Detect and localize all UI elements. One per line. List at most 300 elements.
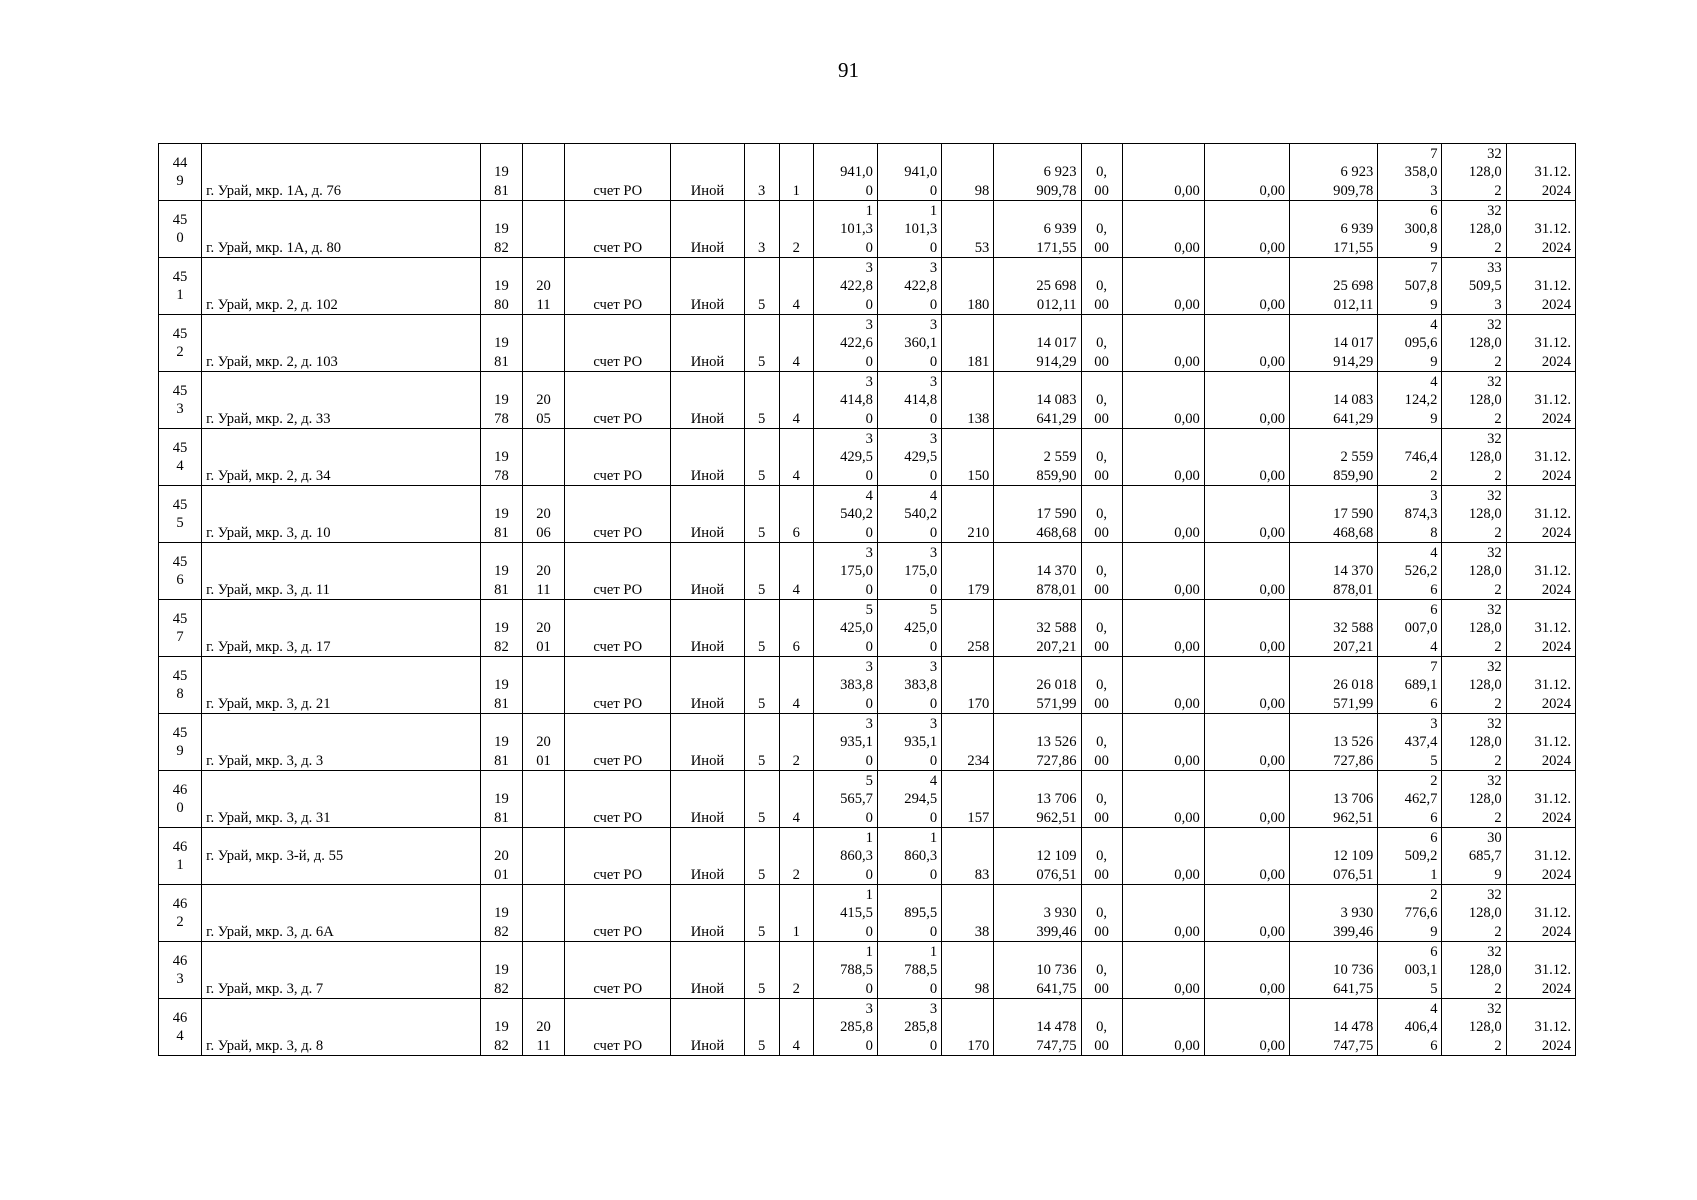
owners-share-cell: 17 590 468,68	[1290, 486, 1378, 543]
floors-cell: 5	[744, 999, 779, 1056]
owners-share-cell: 14 370 878,01	[1290, 543, 1378, 600]
floors-cell: 5	[744, 486, 779, 543]
address-cell: г. Урай, мкр. 3, д. 7	[202, 942, 481, 999]
budget-share-cell: 0,00	[1122, 372, 1204, 429]
fund-share-cell: 0, 00	[1081, 714, 1122, 771]
owners-share-cell: 12 109 076,51	[1290, 828, 1378, 885]
residents-cell: 53	[942, 201, 994, 258]
budget-share-cell: 0,00	[1122, 828, 1204, 885]
local-share-cell: 0,00	[1204, 828, 1289, 885]
entrances-cell: 4	[779, 543, 813, 600]
table-row	[159, 315, 1576, 372]
fund-share-cell: 0, 00	[1081, 372, 1122, 429]
commission-year-cell: 19 81	[480, 144, 522, 201]
table-row	[159, 429, 1576, 486]
deadline-cell: 31.12. 2024	[1506, 486, 1575, 543]
row-number-cell: 45 8	[159, 657, 202, 714]
wall-type-cell: Иной	[671, 429, 744, 486]
local-share-cell: 0,00	[1204, 258, 1289, 315]
total-area-cell: 3 175,0 0	[813, 543, 877, 600]
unit-cost-cell: 4 526,2 6	[1378, 543, 1442, 600]
cost-cell: 17 590 468,68	[994, 486, 1081, 543]
residents-cell: 258	[942, 600, 994, 657]
limit-cost-cell: 32 128,0 2	[1442, 372, 1506, 429]
renovation-year-cell: 20 06	[523, 486, 565, 543]
commission-year-cell: 19 82	[480, 600, 522, 657]
table-row	[159, 885, 1576, 942]
local-share-cell: 0,00	[1204, 657, 1289, 714]
residents-cell: 98	[942, 144, 994, 201]
page-number: 91	[838, 58, 859, 82]
budget-share-cell: 0,00	[1122, 258, 1204, 315]
owners-share-cell: 26 018 571,99	[1290, 657, 1378, 714]
address-cell: г. Урай, мкр. 3, д. 8	[202, 999, 481, 1056]
commission-year-cell: 19 80	[480, 258, 522, 315]
renovation-year-cell: 20 11	[523, 258, 565, 315]
unit-cost-cell: 2 462,7 6	[1378, 771, 1442, 828]
deadline-cell: 31.12. 2024	[1506, 942, 1575, 999]
limit-cost-cell: 32 128,0 2	[1442, 486, 1506, 543]
table-row	[159, 600, 1576, 657]
unit-cost-cell: 4 095,6 9	[1378, 315, 1442, 372]
entrances-cell: 4	[779, 315, 813, 372]
fund-share-cell: 0, 00	[1081, 999, 1122, 1056]
residents-cell: 83	[942, 828, 994, 885]
floors-cell: 5	[744, 714, 779, 771]
entrances-cell: 4	[779, 429, 813, 486]
fund-method-cell: счет РО	[565, 828, 671, 885]
cost-cell: 14 370 878,01	[994, 543, 1081, 600]
address-cell: г. Урай, мкр. 3, д. 11	[202, 543, 481, 600]
local-share-cell: 0,00	[1204, 144, 1289, 201]
entrances-cell: 4	[779, 372, 813, 429]
owners-share-cell: 6 939 171,55	[1290, 201, 1378, 258]
fund-method-cell: счет РО	[565, 600, 671, 657]
renovation-year-cell	[523, 885, 565, 942]
entrances-cell: 4	[779, 999, 813, 1056]
living-area-cell: 3 422,8 0	[877, 258, 941, 315]
floors-cell: 5	[744, 600, 779, 657]
address-cell: г. Урай, мкр. 2, д. 103	[202, 315, 481, 372]
owners-share-cell: 25 698 012,11	[1290, 258, 1378, 315]
floors-cell: 3	[744, 201, 779, 258]
living-area-cell: 1 788,5 0	[877, 942, 941, 999]
commission-year-cell: 19 82	[480, 885, 522, 942]
limit-cost-cell: 32 128,0 2	[1442, 999, 1506, 1056]
total-area-cell: 3 422,6 0	[813, 315, 877, 372]
address-cell: г. Урай, мкр. 3, д. 3	[202, 714, 481, 771]
total-area-cell: 3 414,8 0	[813, 372, 877, 429]
floors-cell: 5	[744, 315, 779, 372]
renovation-year-cell	[523, 144, 565, 201]
local-share-cell: 0,00	[1204, 885, 1289, 942]
deadline-cell: 31.12. 2024	[1506, 258, 1575, 315]
wall-type-cell: Иной	[671, 771, 744, 828]
budget-share-cell: 0,00	[1122, 999, 1204, 1056]
fund-share-cell: 0, 00	[1081, 144, 1122, 201]
total-area-cell: 5 565,7 0	[813, 771, 877, 828]
commission-year-cell: 19 81	[480, 543, 522, 600]
floors-cell: 5	[744, 543, 779, 600]
fund-method-cell: счет РО	[565, 714, 671, 771]
limit-cost-cell: 32 128,0 2	[1442, 543, 1506, 600]
residents-cell: 210	[942, 486, 994, 543]
row-number-cell: 45 3	[159, 372, 202, 429]
residents-cell: 170	[942, 999, 994, 1056]
budget-share-cell: 0,00	[1122, 600, 1204, 657]
cost-cell: 6 923 909,78	[994, 144, 1081, 201]
fund-share-cell: 0, 00	[1081, 429, 1122, 486]
commission-year-cell: 19 78	[480, 372, 522, 429]
address-cell: г. Урай, мкр. 2, д. 102	[202, 258, 481, 315]
entrances-cell: 4	[779, 258, 813, 315]
entrances-cell: 1	[779, 144, 813, 201]
floors-cell: 5	[744, 885, 779, 942]
living-area-cell: 4 294,5 0	[877, 771, 941, 828]
deadline-cell: 31.12. 2024	[1506, 828, 1575, 885]
living-area-cell: 3 285,8 0	[877, 999, 941, 1056]
row-number-cell: 46 3	[159, 942, 202, 999]
cost-cell: 12 109 076,51	[994, 828, 1081, 885]
entrances-cell: 4	[779, 771, 813, 828]
fund-share-cell: 0, 00	[1081, 771, 1122, 828]
limit-cost-cell: 32 128,0 2	[1442, 885, 1506, 942]
cost-cell: 25 698 012,11	[994, 258, 1081, 315]
fund-share-cell: 0, 00	[1081, 657, 1122, 714]
table-row	[159, 714, 1576, 771]
total-area-cell: 3 422,8 0	[813, 258, 877, 315]
table-body	[159, 144, 1576, 1056]
row-number-cell: 46 1	[159, 828, 202, 885]
total-area-cell: 4 540,2 0	[813, 486, 877, 543]
cost-cell: 14 017 914,29	[994, 315, 1081, 372]
total-area-cell: 1 415,5 0	[813, 885, 877, 942]
fund-method-cell: счет РО	[565, 657, 671, 714]
local-share-cell: 0,00	[1204, 999, 1289, 1056]
unit-cost-cell: 3 874,3 8	[1378, 486, 1442, 543]
total-area-cell: 1 788,5 0	[813, 942, 877, 999]
owners-share-cell: 13 706 962,51	[1290, 771, 1378, 828]
living-area-cell: 4 540,2 0	[877, 486, 941, 543]
deadline-cell: 31.12. 2024	[1506, 657, 1575, 714]
limit-cost-cell: 32 128,0 2	[1442, 600, 1506, 657]
fund-method-cell: счет РО	[565, 315, 671, 372]
deadline-cell: 31.12. 2024	[1506, 429, 1575, 486]
living-area-cell: 5 425,0 0	[877, 600, 941, 657]
row-number-cell: 45 7	[159, 600, 202, 657]
residents-cell: 170	[942, 657, 994, 714]
limit-cost-cell: 32 128,0 2	[1442, 771, 1506, 828]
address-cell: г. Урай, мкр. 3-й, д. 55	[202, 828, 481, 885]
commission-year-cell: 19 78	[480, 429, 522, 486]
wall-type-cell: Иной	[671, 714, 744, 771]
fund-share-cell: 0, 00	[1081, 828, 1122, 885]
living-area-cell: 895,5 0	[877, 885, 941, 942]
cost-cell: 13 526 727,86	[994, 714, 1081, 771]
local-share-cell: 0,00	[1204, 486, 1289, 543]
renovation-year-cell	[523, 429, 565, 486]
deadline-cell: 31.12. 2024	[1506, 714, 1575, 771]
address-cell: г. Урай, мкр. 1А, д. 76	[202, 144, 481, 201]
fund-share-cell: 0, 00	[1081, 315, 1122, 372]
cost-cell: 13 706 962,51	[994, 771, 1081, 828]
total-area-cell: 1 101,3 0	[813, 201, 877, 258]
address-cell: г. Урай, мкр. 3, д. 31	[202, 771, 481, 828]
owners-share-cell: 14 017 914,29	[1290, 315, 1378, 372]
renovation-year-cell: 20 01	[523, 714, 565, 771]
total-area-cell: 3 429,5 0	[813, 429, 877, 486]
row-number-cell: 45 0	[159, 201, 202, 258]
unit-cost-cell: 746,4 2	[1378, 429, 1442, 486]
floors-cell: 5	[744, 942, 779, 999]
fund-method-cell: счет РО	[565, 771, 671, 828]
commission-year-cell: 19 81	[480, 657, 522, 714]
owners-share-cell: 10 736 641,75	[1290, 942, 1378, 999]
commission-year-cell: 19 82	[480, 201, 522, 258]
limit-cost-cell: 32 128,0 2	[1442, 429, 1506, 486]
table-row	[159, 144, 1576, 201]
unit-cost-cell: 6 003,1 5	[1378, 942, 1442, 999]
table-row	[159, 258, 1576, 315]
total-area-cell: 3 285,8 0	[813, 999, 877, 1056]
row-number-cell: 46 0	[159, 771, 202, 828]
floors-cell: 5	[744, 771, 779, 828]
limit-cost-cell: 32 128,0 2	[1442, 714, 1506, 771]
residents-cell: 150	[942, 429, 994, 486]
wall-type-cell: Иной	[671, 201, 744, 258]
limit-cost-cell: 30 685,7 9	[1442, 828, 1506, 885]
budget-share-cell: 0,00	[1122, 543, 1204, 600]
living-area-cell: 3 935,1 0	[877, 714, 941, 771]
row-number-cell: 45 5	[159, 486, 202, 543]
deadline-cell: 31.12. 2024	[1506, 144, 1575, 201]
wall-type-cell: Иной	[671, 543, 744, 600]
local-share-cell: 0,00	[1204, 315, 1289, 372]
owners-share-cell: 32 588 207,21	[1290, 600, 1378, 657]
table-row	[159, 771, 1576, 828]
fund-method-cell: счет РО	[565, 258, 671, 315]
address-cell: г. Урай, мкр. 1А, д. 80	[202, 201, 481, 258]
register-table	[158, 143, 1576, 1056]
wall-type-cell: Иной	[671, 999, 744, 1056]
commission-year-cell: 19 81	[480, 486, 522, 543]
owners-share-cell: 13 526 727,86	[1290, 714, 1378, 771]
limit-cost-cell: 32 128,0 2	[1442, 657, 1506, 714]
fund-share-cell: 0, 00	[1081, 600, 1122, 657]
table-row	[159, 372, 1576, 429]
budget-share-cell: 0,00	[1122, 714, 1204, 771]
living-area-cell: 3 360,1 0	[877, 315, 941, 372]
floors-cell: 5	[744, 657, 779, 714]
row-number-cell: 46 2	[159, 885, 202, 942]
entrances-cell: 2	[779, 714, 813, 771]
local-share-cell: 0,00	[1204, 771, 1289, 828]
budget-share-cell: 0,00	[1122, 201, 1204, 258]
unit-cost-cell: 6 509,2 1	[1378, 828, 1442, 885]
budget-share-cell: 0,00	[1122, 657, 1204, 714]
address-cell: г. Урай, мкр. 2, д. 33	[202, 372, 481, 429]
residents-cell: 234	[942, 714, 994, 771]
residents-cell: 98	[942, 942, 994, 999]
owners-share-cell: 14 083 641,29	[1290, 372, 1378, 429]
deadline-cell: 31.12. 2024	[1506, 372, 1575, 429]
fund-share-cell: 0, 00	[1081, 942, 1122, 999]
fund-method-cell: счет РО	[565, 144, 671, 201]
budget-share-cell: 0,00	[1122, 885, 1204, 942]
floors-cell: 5	[744, 372, 779, 429]
commission-year-cell: 20 01	[480, 828, 522, 885]
owners-share-cell: 3 930 399,46	[1290, 885, 1378, 942]
row-number-cell: 45 9	[159, 714, 202, 771]
address-cell: г. Урай, мкр. 3, д. 21	[202, 657, 481, 714]
wall-type-cell: Иной	[671, 258, 744, 315]
fund-method-cell: счет РО	[565, 999, 671, 1056]
limit-cost-cell: 32 128,0 2	[1442, 201, 1506, 258]
residents-cell: 157	[942, 771, 994, 828]
deadline-cell: 31.12. 2024	[1506, 600, 1575, 657]
renovation-year-cell	[523, 828, 565, 885]
limit-cost-cell: 33 509,5 3	[1442, 258, 1506, 315]
commission-year-cell: 19 82	[480, 942, 522, 999]
living-area-cell: 1 860,3 0	[877, 828, 941, 885]
entrances-cell: 4	[779, 657, 813, 714]
wall-type-cell: Иной	[671, 885, 744, 942]
living-area-cell: 941,0 0	[877, 144, 941, 201]
living-area-cell: 3 383,8 0	[877, 657, 941, 714]
unit-cost-cell: 2 776,6 9	[1378, 885, 1442, 942]
local-share-cell: 0,00	[1204, 543, 1289, 600]
total-area-cell: 941,0 0	[813, 144, 877, 201]
address-cell: г. Урай, мкр. 3, д. 17	[202, 600, 481, 657]
entrances-cell: 2	[779, 828, 813, 885]
residents-cell: 180	[942, 258, 994, 315]
unit-cost-cell: 7 358,0 3	[1378, 144, 1442, 201]
table-row	[159, 543, 1576, 600]
local-share-cell: 0,00	[1204, 201, 1289, 258]
row-number-cell: 45 6	[159, 543, 202, 600]
deadline-cell: 31.12. 2024	[1506, 543, 1575, 600]
deadline-cell: 31.12. 2024	[1506, 999, 1575, 1056]
row-number-cell: 45 4	[159, 429, 202, 486]
table-row	[159, 486, 1576, 543]
entrances-cell: 2	[779, 201, 813, 258]
address-cell: г. Урай, мкр. 2, д. 34	[202, 429, 481, 486]
renovation-year-cell	[523, 657, 565, 714]
budget-share-cell: 0,00	[1122, 429, 1204, 486]
address-cell: г. Урай, мкр. 3, д. 6А	[202, 885, 481, 942]
deadline-cell: 31.12. 2024	[1506, 315, 1575, 372]
renovation-year-cell: 20 05	[523, 372, 565, 429]
owners-share-cell: 14 478 747,75	[1290, 999, 1378, 1056]
budget-share-cell: 0,00	[1122, 144, 1204, 201]
table-row	[159, 657, 1576, 714]
unit-cost-cell: 4 406,4 6	[1378, 999, 1442, 1056]
table-row	[159, 828, 1576, 885]
cost-cell: 6 939 171,55	[994, 201, 1081, 258]
fund-method-cell: счет РО	[565, 942, 671, 999]
wall-type-cell: Иной	[671, 600, 744, 657]
living-area-cell: 3 414,8 0	[877, 372, 941, 429]
deadline-cell: 31.12. 2024	[1506, 885, 1575, 942]
cost-cell: 14 083 641,29	[994, 372, 1081, 429]
limit-cost-cell: 32 128,0 2	[1442, 144, 1506, 201]
total-area-cell: 5 425,0 0	[813, 600, 877, 657]
commission-year-cell: 19 81	[480, 771, 522, 828]
cost-cell: 26 018 571,99	[994, 657, 1081, 714]
deadline-cell: 31.12. 2024	[1506, 201, 1575, 258]
living-area-cell: 1 101,3 0	[877, 201, 941, 258]
wall-type-cell: Иной	[671, 942, 744, 999]
cost-cell: 10 736 641,75	[994, 942, 1081, 999]
local-share-cell: 0,00	[1204, 372, 1289, 429]
fund-share-cell: 0, 00	[1081, 486, 1122, 543]
local-share-cell: 0,00	[1204, 429, 1289, 486]
fund-share-cell: 0, 00	[1081, 543, 1122, 600]
floors-cell: 5	[744, 828, 779, 885]
wall-type-cell: Иной	[671, 372, 744, 429]
total-area-cell: 3 935,1 0	[813, 714, 877, 771]
fund-method-cell: счет РО	[565, 372, 671, 429]
residents-cell: 181	[942, 315, 994, 372]
local-share-cell: 0,00	[1204, 714, 1289, 771]
floors-cell: 5	[744, 258, 779, 315]
floors-cell: 3	[744, 144, 779, 201]
wall-type-cell: Иной	[671, 657, 744, 714]
renovation-year-cell: 20 11	[523, 999, 565, 1056]
renovation-year-cell	[523, 942, 565, 999]
residents-cell: 38	[942, 885, 994, 942]
unit-cost-cell: 6 300,8 9	[1378, 201, 1442, 258]
renovation-year-cell: 20 11	[523, 543, 565, 600]
wall-type-cell: Иной	[671, 828, 744, 885]
budget-share-cell: 0,00	[1122, 315, 1204, 372]
wall-type-cell: Иной	[671, 144, 744, 201]
fund-share-cell: 0, 00	[1081, 201, 1122, 258]
residents-cell: 138	[942, 372, 994, 429]
local-share-cell: 0,00	[1204, 942, 1289, 999]
table-row	[159, 942, 1576, 999]
cost-cell: 14 478 747,75	[994, 999, 1081, 1056]
unit-cost-cell: 7 507,8 9	[1378, 258, 1442, 315]
entrances-cell: 6	[779, 486, 813, 543]
table-row	[159, 999, 1576, 1056]
unit-cost-cell: 7 689,1 6	[1378, 657, 1442, 714]
owners-share-cell: 6 923 909,78	[1290, 144, 1378, 201]
living-area-cell: 3 175,0 0	[877, 543, 941, 600]
address-cell: г. Урай, мкр. 3, д. 10	[202, 486, 481, 543]
fund-method-cell: счет РО	[565, 543, 671, 600]
cost-cell: 2 559 859,90	[994, 429, 1081, 486]
residents-cell: 179	[942, 543, 994, 600]
renovation-year-cell	[523, 201, 565, 258]
total-area-cell: 1 860,3 0	[813, 828, 877, 885]
fund-method-cell: счет РО	[565, 885, 671, 942]
local-share-cell: 0,00	[1204, 600, 1289, 657]
row-number-cell: 44 9	[159, 144, 202, 201]
fund-method-cell: счет РО	[565, 486, 671, 543]
commission-year-cell: 19 81	[480, 714, 522, 771]
renovation-year-cell	[523, 315, 565, 372]
unit-cost-cell: 4 124,2 9	[1378, 372, 1442, 429]
table-row	[159, 201, 1576, 258]
row-number-cell: 45 2	[159, 315, 202, 372]
renovation-year-cell	[523, 771, 565, 828]
budget-share-cell: 0,00	[1122, 942, 1204, 999]
unit-cost-cell: 6 007,0 4	[1378, 600, 1442, 657]
commission-year-cell: 19 81	[480, 315, 522, 372]
fund-method-cell: счет РО	[565, 201, 671, 258]
budget-share-cell: 0,00	[1122, 771, 1204, 828]
